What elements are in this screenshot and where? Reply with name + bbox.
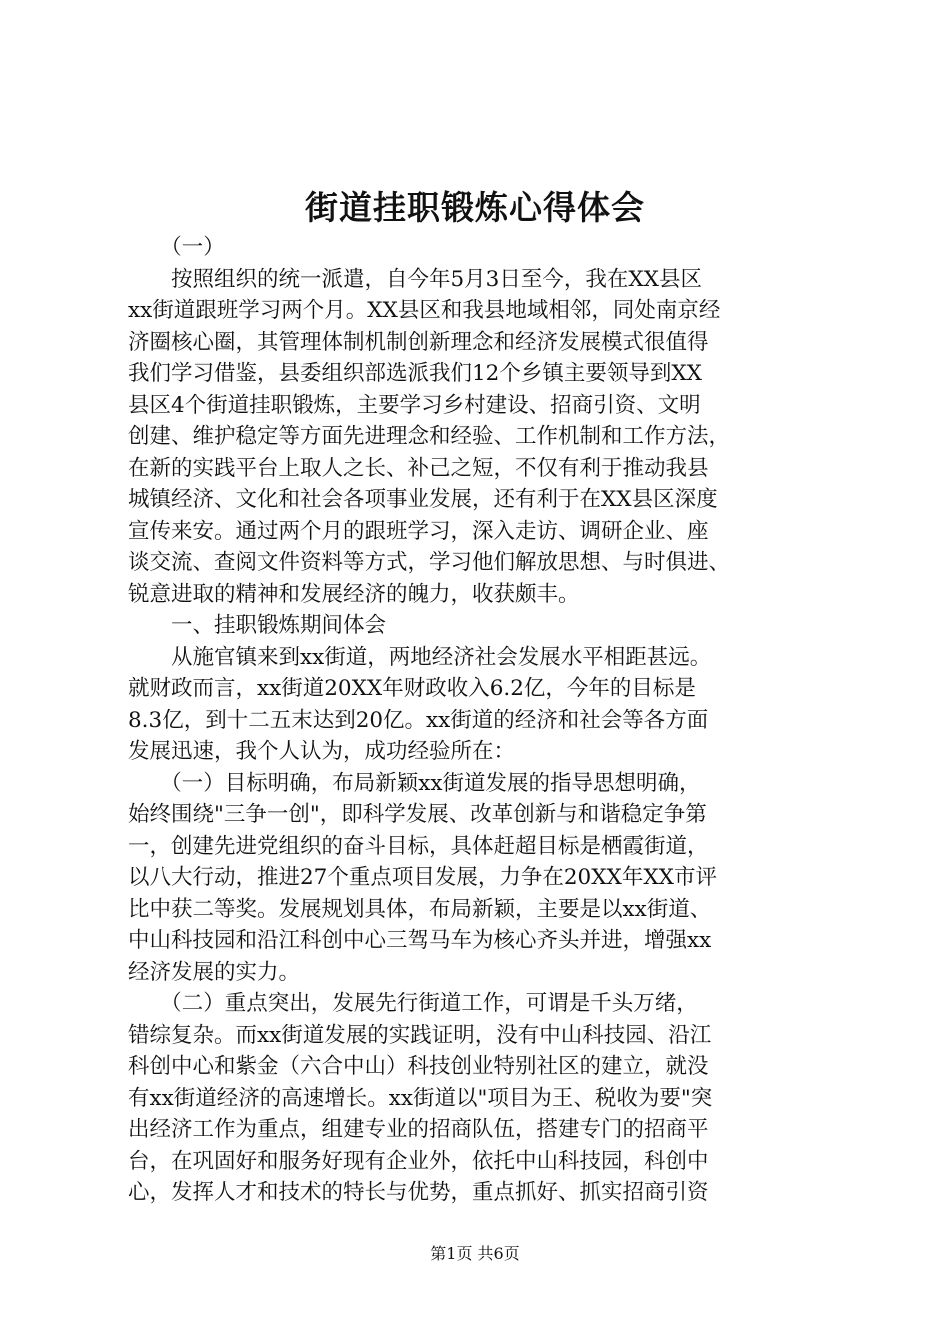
document-title: 街道挂职锻炼心得体会	[305, 188, 645, 227]
document-body	[128, 232, 832, 1209]
body-line: （一）	[128, 235, 225, 260]
body-line: 经济发展的实力。	[128, 959, 301, 985]
body-line: 错综复杂。而xx街道发展的实践证明，没有中山科技园、沿江	[128, 1022, 712, 1048]
body-line: 锐意进取的精神和发展经济的魄力，收获颇丰。	[128, 581, 580, 607]
body-line: 从施官镇来到xx街道，两地经济社会发展水平相距甚远。	[128, 644, 712, 670]
body-line: xx街道跟班学习两个月。XX县区和我县地域相邻，同处南京经	[128, 298, 721, 323]
body-line: 出经济工作为重点，组建专业的招商队伍，搭建专门的招商平	[128, 1117, 709, 1142]
body-line: 中山科技园和沿江科创中心三驾马车为核心齐头并进，增强xx	[128, 928, 712, 953]
body-line: 发展迅速，我个人认为，成功经验所在：	[128, 739, 516, 764]
body-line: 县区4个街道挂职锻炼，主要学习乡村建设、招商引资、文明	[128, 392, 701, 418]
body-line: 济圈核心圈，其管理体制机制创新理念和经济发展模式很值得	[128, 329, 709, 355]
body-line: 创建、维护稳定等方面先进理念和经验、工作机制和工作方法，	[128, 424, 731, 449]
body-line: 宣传来安。通过两个月的跟班学习，深入走访、调研企业、座	[128, 518, 709, 544]
section-heading: 一、挂职锻炼期间体会	[128, 613, 387, 638]
body-line: 在新的实践平台上取人之长、补己之短，不仅有利于推动我县	[128, 455, 709, 481]
body-line: 心，发挥人才和技术的特长与优势，重点抓好、抓实招商引资	[128, 1180, 709, 1205]
body-line: 城镇经济、文化和社会各项事业发展，还有利于在XX县区深度	[128, 487, 718, 512]
body-line: （二）重点突出，发展先行街道工作，可谓是千头万绪，	[128, 991, 698, 1016]
body-line: 就财政而言，xx街道20XX年财政收入6.2亿，今年的目标是	[128, 676, 696, 701]
body-line: 谈交流、查阅文件资料等方式，学习他们解放思想、与时俱进、	[128, 550, 731, 575]
body-line: 8.3亿，到十二五末达到20亿。xx街道的经济和社会等各方面	[128, 707, 709, 733]
body-line: 有xx街道经济的高速增长。xx街道以"项目为王、税收为要"突	[128, 1085, 713, 1111]
body-line: 始终围绕"三争一创"，即科学发展、改革创新与和谐稳定争第	[128, 802, 707, 827]
body-line: （一）目标明确，布局新颖xx街道发展的指导思想明确，	[128, 770, 701, 796]
body-line: 我们学习借鉴，县委组织部选派我们12个乡镇主要领导到XX	[128, 361, 702, 386]
body-line: 台，在巩固好和服务好现有企业外，依托中山科技园，科创中	[128, 1148, 709, 1174]
page-footer: 第1页 共6页	[430, 1244, 520, 1263]
body-line: 一，创建先进党组织的奋斗目标，具体赶超目标是栖霞街道，	[128, 833, 709, 859]
body-line: 以八大行动，推进27个重点项目发展，力争在20XX年XX市评	[128, 865, 717, 890]
body-line: 按照组织的统一派遣，自今年5月3日至今，我在XX县区	[128, 266, 702, 292]
body-line: 科创中心和紫金（六合中山）科技创业特别社区的建立，就没	[128, 1054, 709, 1079]
body-line: 比中获二等奖。发展规划具体，布局新颖，主要是以xx街道、	[128, 896, 712, 922]
